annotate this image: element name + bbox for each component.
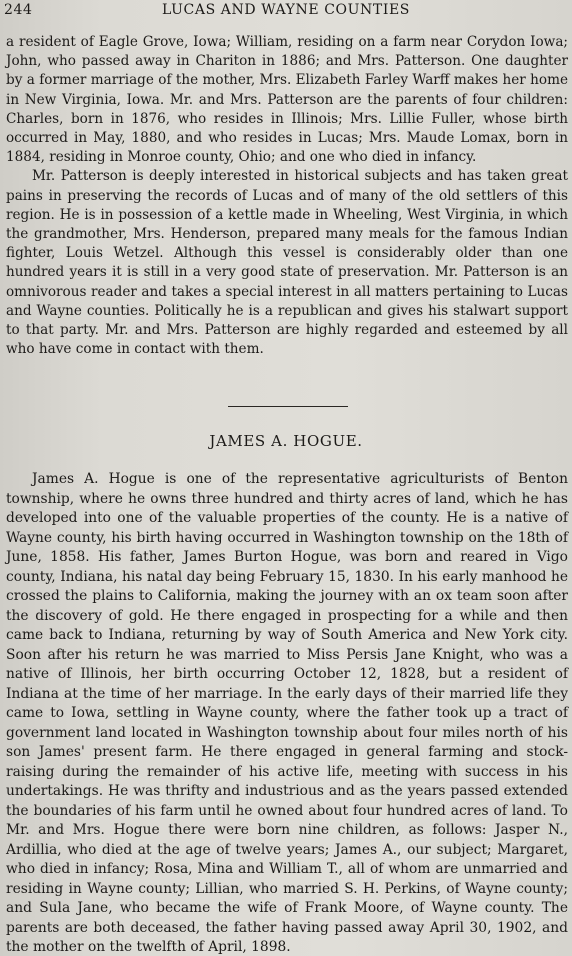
- page-number: 244: [4, 2, 33, 18]
- hogue-text: [6, 470, 568, 956]
- paragraph-patterson-interests: Mr. Patterson is deeply interested in historical subjects and has taken great pains in preserving the records of Lucas and of many of the old settlers of this region. He is in possession of a kettle made in Wheeling, West Virginia, in which the grandmother, Mrs. Henderson, prepared many meals for the famous Indian fighter, Louis Wetzel. Although this vessel is considerably older than one hundred years it is still in a very good state of preservation. Mr. Patterson is an omnivorous reader and takes a special interest in all matters pertaining to Lucas and Wayne counties. Politically he is a republican and gives his stalwart support to that party. Mr. and Mrs. Patterson are highly regarded and esteemed by all who have come in contact with them.: [6, 168, 568, 358]
- paragraph-continuation: a resident of Eagle Grove, Iowa; William, residing on a farm near Corydon Iowa; John, who passed away in Chariton in 1886; and Mrs. Patterson. One daughter by a former marriage of the mother, Mrs. Elizabeth Farley Warff makes her home in New Virginia, Iowa. Mr. and Mrs. Patterson are the parents of four children: Charles, born in 1876, who resides in Illinois; Mrs. Lillie Fuller, whose birth occurred in May, 1880, and who resides in Lucas; Mrs. Maude Lomax, born in 1884, residing in Monroe county, Ohio; and one who died in infancy.: [6, 34, 568, 166]
- paragraph-hogue-biography: James A. Hogue is one of the representative agriculturists of Benton township, where he owns three hundred and thirty acres of land, which he has developed into one of the valuable properties of the county. He is a native of Wayne county, his birth having occurred in Washington township on the 18th of June, 1858. His father, James Burton Hogue, was born and reared in Vigo county, Indiana, his natal day being February 15, 1830. In his early manhood he crossed the plains to California, making the journey with an ox team soon after the discovery of gold. He there engaged in prospecting for a while and then came back to Indiana, returning by way of South America and New York city. Soon after his return he was married to Miss Persis Jane Knight, who was a native of Illinois, her birth occurring October 12, 1828, but a resident of Indiana at the time of her marriage. In the early days of their married life they came to Iowa, settling in Wayne county, where the father took up a tract of government land located in Washington township about four miles north of his son James' present farm. He there engaged in general farming and stock-raising during the remainder of his active life, meeting with success in his undertakings. He was thrifty and industrious and as the years passed extended the boundaries of his farm until he owned about four hundred acres of land. To Mr. and Mrs. Hogue there were born nine children, as follows: Jasper N., Ardillia, who died at the age of twelve years; James A., our subject; Margaret, who died in infancy; Rosa, Mina and William T., all of whom are unmarried and residing in Wayne county; Lillian, who married S. H. Perkins, of Wayne county; and Sula Jane, who became the wife of Frank Moore, of Wayne county. The parents are both deceased, the father having passed away April 30, 1902, and the mother on the twelfth of April, 1898.: [6, 471, 568, 955]
- patterson-text: [6, 33, 568, 359]
- running-title: LUCAS AND WAYNE COUNTIES: [162, 2, 410, 18]
- section-divider: [228, 406, 348, 407]
- page-header: [0, 0, 572, 22]
- section-title: JAMES A. HOGUE.: [209, 432, 363, 450]
